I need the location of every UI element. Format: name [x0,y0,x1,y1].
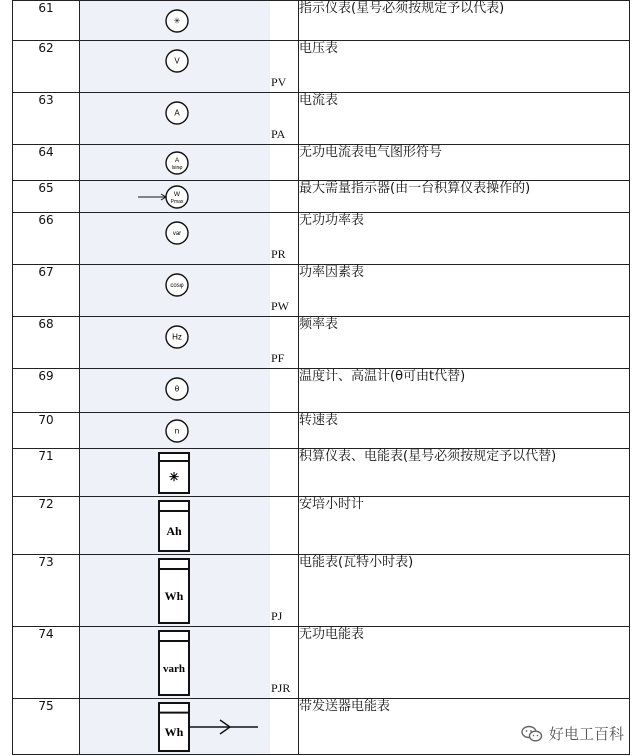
symbol-label: Wh [164,724,184,739]
symbol-graphic [80,497,298,555]
symbol-label: cosφ [170,283,184,289]
symbol-cell [80,181,299,213]
symbol-description: 无功电能表 [299,627,630,699]
table-row [13,93,630,145]
symbol-label: Ah [166,524,182,538]
symbol-label: varh [163,663,185,675]
symbol-label: θ [174,384,180,394]
row-number: 66 [13,213,80,265]
symbol-label: Hz [172,332,182,342]
symbol-cell [80,93,299,145]
symbol-label: Wh [164,589,184,603]
symbol-cell [80,369,299,413]
symbol-cell [80,555,299,627]
symbol-description: 积算仪表、电能表(星号必须按规定予以代替) [299,449,630,497]
device-code: PA [271,127,286,141]
symbol-label: ✳ [168,470,180,484]
symbol-graphic [80,449,298,497]
symbol-graphic [80,93,298,145]
symbol-description: 电压表 [299,41,630,93]
table-row [13,145,630,181]
device-code: PW [271,299,289,313]
row-number: 67 [13,265,80,317]
symbol-graphic [80,1,298,41]
table-row [13,181,630,213]
symbol-description: 功率因素表 [299,265,630,317]
symbol-cell [80,41,299,93]
symbol-graphic [80,213,298,265]
symbol-label: ✳ [173,16,181,26]
row-number: 62 [13,41,80,93]
device-code: PJ [271,609,283,623]
row-number: 68 [13,317,80,369]
symbol-cell [80,449,299,497]
symbol-description: 温度计、高温计(θ可由t代替) [299,369,630,413]
symbol-graphic [80,41,298,93]
table-row [13,413,630,449]
symbol-cell [80,1,299,41]
symbol-label: n [174,426,180,436]
device-code: PR [271,247,286,261]
row-number: 73 [13,555,80,627]
symbol-label: A [174,157,180,164]
table-row [13,369,630,413]
symbol-graphic [80,181,298,213]
row-number: 75 [13,699,80,755]
row-number: 69 [13,369,80,413]
row-number: 71 [13,449,80,497]
row-number: 61 [13,1,80,41]
device-code: PF [271,351,285,365]
symbol-description: 无功功率表 [299,213,630,265]
row-number: 63 [13,93,80,145]
symbol-description: 最大需量指示器(由一台积算仪表操作的) [299,181,630,213]
table-row [13,555,630,627]
table-row [13,41,630,93]
symbol-cell [80,497,299,555]
symbol-graphic [80,413,298,449]
watermark-text: 好电工百科 [548,725,624,743]
table-row [13,265,630,317]
table-row [13,1,630,41]
symbol-description: 转速表 [299,413,630,449]
symbol-cell [80,699,299,755]
device-code: PJR [271,681,291,695]
row-number: 72 [13,497,80,555]
symbol-graphic [80,555,298,627]
watermark [517,721,628,746]
symbol-sublabel: Pmax [170,199,184,205]
symbol-label: W [173,191,181,198]
symbol-description: 频率表 [299,317,630,369]
table-row [13,627,630,699]
symbol-cell [80,213,299,265]
symbol-description: 电能表(瓦特小时表) [299,555,630,627]
symbol-label: A [174,108,180,118]
row-number: 74 [13,627,80,699]
symbol-cell [80,265,299,317]
table-row [13,497,630,555]
symbol-graphic [80,699,298,755]
symbol-description: 电流表 [299,93,630,145]
symbol-label: var [172,231,182,237]
symbol-sublabel: Isinφ [171,165,183,171]
symbol-graphic [80,627,298,699]
symbol-cell [80,145,299,181]
row-number: 70 [13,413,80,449]
table-row [13,213,630,265]
row-number: 65 [13,181,80,213]
symbol-graphic [80,317,298,369]
symbol-graphic [80,369,298,413]
device-code: PV [271,75,287,89]
wechat-icon [521,725,543,743]
symbol-table [12,0,630,755]
table-row [13,449,630,497]
symbol-cell [80,413,299,449]
row-number: 64 [13,145,80,181]
symbol-description: 安培小时计 [299,497,630,555]
symbol-description: 带发送器电能表 [299,699,630,755]
symbol-label: V [174,56,180,66]
symbol-graphic [80,265,298,317]
symbol-description: 无功电流表电气图形符号 [299,145,630,181]
table-row [13,317,630,369]
symbol-cell [80,317,299,369]
symbol-cell [80,627,299,699]
symbol-graphic [80,145,298,181]
symbol-description: 指示仪表(星号必须按规定予以代表) [299,1,630,41]
